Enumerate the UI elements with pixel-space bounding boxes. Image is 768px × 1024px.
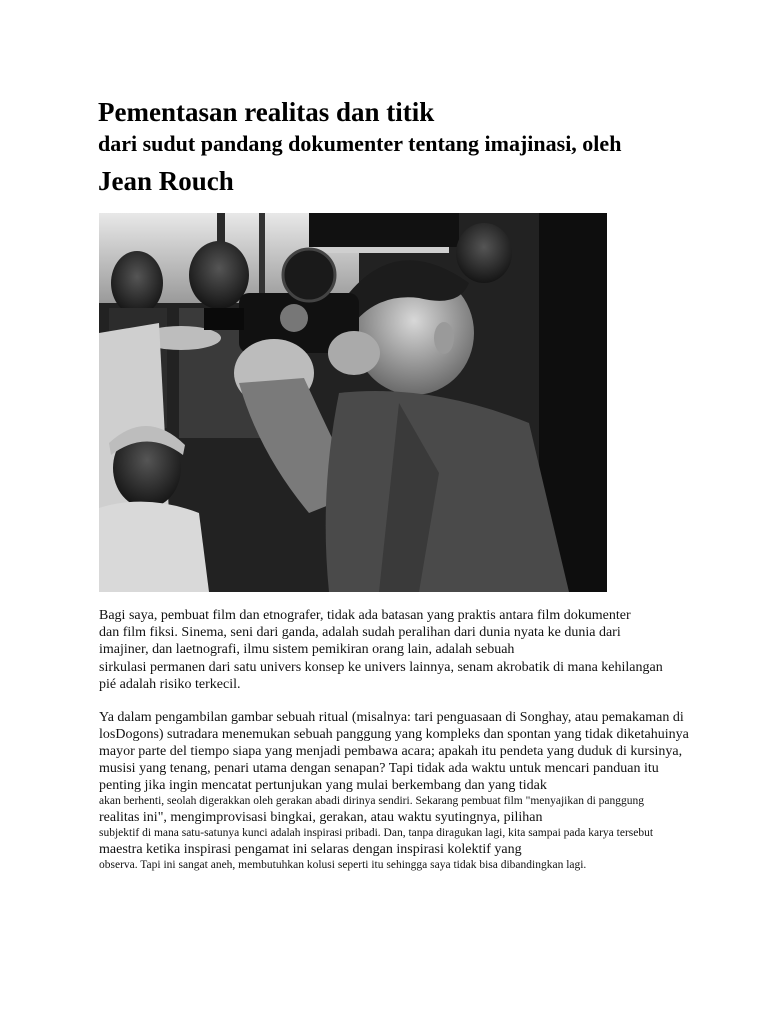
paragraph-1 bbox=[99, 607, 663, 693]
paragraph-2-line: musisi yang tenang, penari utama dengan senapan? Tapi tidak ada waktu untuk mencari panduan itu bbox=[99, 761, 659, 776]
paragraph-1-line: sirkulasi permanen dari satu univers konsep ke univers lainnya, senam akrobatik di mana kehilangan bbox=[99, 659, 663, 675]
paragraph-2-line: maestra ketika inspirasi pengamat ini selaras dengan inspirasi kolektif yang bbox=[99, 842, 522, 857]
paragraph-2 bbox=[99, 709, 689, 873]
paragraph-2-line: akan berhenti, seolah digerakkan oleh gerakan abadi dirinya sendiri. Sekarang pembuat film "menyajikan di panggung bbox=[99, 795, 645, 807]
paragraph-2-line: observa. Tapi ini sangat aneh, membutuhkan kolusi seperti itu sehingga saya tidak bisa dibandingkan lagi. bbox=[99, 859, 587, 871]
photo-illustration bbox=[99, 213, 607, 592]
document-title: Pementasan realitas dan titik bbox=[98, 97, 435, 127]
paragraph-2-line: realitas ini", mengimprovisasi bingkai, gerakan, atau waktu syutingnya, pilihan bbox=[99, 810, 543, 825]
document-subtitle: dari sudut pandang dokumenter tentang imajinasi, oleh bbox=[98, 131, 622, 156]
paragraph-2-line: subjektif di mana satu-satunya kunci adalah inspirasi pribadi. Dan, tanpa diragukan lagi, kita sampai pada karya tersebut bbox=[99, 827, 654, 839]
paragraph-2-line: losDogons) sutradara menemukan sebuah panggung yang kompleks dan spontan yang tidak diketahuinya bbox=[99, 727, 689, 742]
paragraph-1-line: imajiner, dan laetnografi, ilmu sistem pemikiran orang lain, adalah sebuah bbox=[99, 642, 515, 658]
photo-jean-rouch-camera bbox=[99, 213, 607, 592]
paragraph-2-line: mayor parte del tiempo siapa yang menjadi pembawa acara; apakah itu pendeta yang duduk di kursinya, bbox=[99, 744, 683, 759]
paragraph-1-line: dan film fiksi. Sinema, seni dari ganda, adalah sudah peralihan dari dunia nyata ke dunia dari bbox=[99, 625, 621, 641]
paragraph-2-line: Ya dalam pengambilan gambar sebuah ritual (misalnya: tari penguasaan di Songhay, atau pemakaman di bbox=[99, 710, 684, 725]
document-author: Jean Rouch bbox=[98, 166, 234, 196]
paragraph-2-line: penting jika ingin mencatat pertunjukan yang mulai berkembang dan yang tidak bbox=[99, 778, 547, 793]
paragraph-1-line: pié adalah risiko terkecil. bbox=[99, 676, 241, 692]
paragraph-1-line: Bagi saya, pembuat film dan etnografer, tidak ada batasan yang praktis antara film dokumenter bbox=[99, 608, 631, 623]
